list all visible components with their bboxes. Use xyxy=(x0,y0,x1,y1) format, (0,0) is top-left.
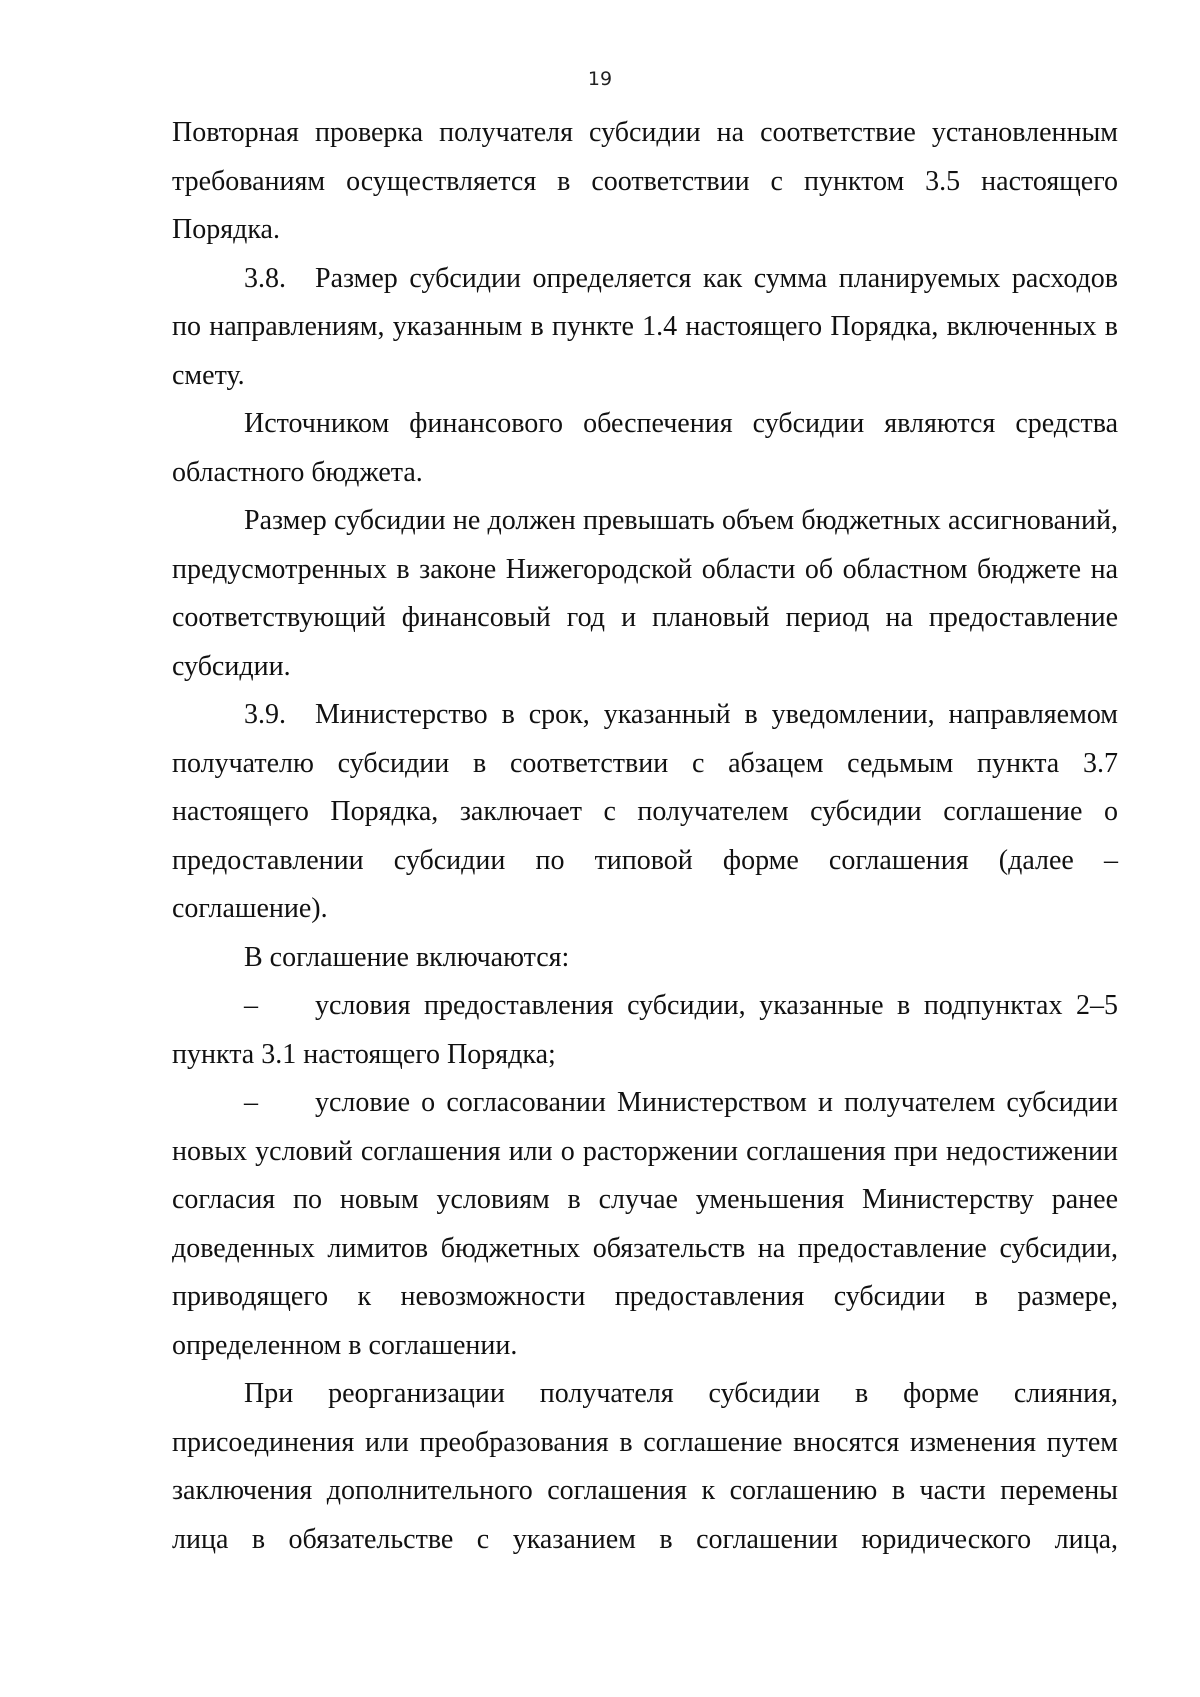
paragraph-recheck: Повторная проверка получателя субсидии на соответствие установленным требованиям осуществляется в соответствии с пунктом 3.5 настоящего Порядка. xyxy=(172,117,1118,245)
paragraph-subsidy-limit: Размер субсидии не должен превышать объем бюджетных ассигнований, предусмотренных в законе Нижегородской области об областном бюджете на соответствующий финансовый год и плановый период на предоставление субсидии. xyxy=(172,505,1118,682)
clause-text: Министерство в срок, указанный в уведомлении, направляемом получателю субсидии в соответствии с абзацем седьмым пункта 3.7 настоящего Порядка, заключает с получателем субсидии соглашение о предоставлении субсидии по типовой форме соглашения (далее – соглашение). xyxy=(172,699,1118,924)
clause-number: 3.9. xyxy=(244,699,286,730)
paragraph-agreement-includes: В соглашение включаются: xyxy=(244,941,570,973)
list-dash: – xyxy=(244,990,258,1021)
clause-number: 3.8. xyxy=(244,262,286,294)
list-item-text: условие о согласовании Министерством и получателем субсидии новых условий соглашения или о расторжении соглашения при недостижении согласия по новым условиям в случае уменьшения Министерству ранее доведенных лимитов бюджетных обязательств на предоставление субсидии, приводящего к невозможности предоставления субсидии в размере, определенном в соглашении. xyxy=(172,1087,1118,1361)
list-dash: – xyxy=(244,1087,258,1118)
clause-3-9 xyxy=(172,691,1118,934)
paragraph-reorganization: При реорганизации получателя субсидии в форме слияния, присоединения или преобразования в соглашение вносятся изменения путем заключения дополнительного соглашения к соглашению в части перемены лица в обязательстве с указанием в соглашении юридического лица, xyxy=(172,1378,1118,1555)
list-item xyxy=(172,1079,1118,1370)
page-number: 19 xyxy=(587,68,613,90)
list-item-text: условия предоставления субсидии, указанные в подпунктах 2–5 пункта 3.1 настоящего Порядка; xyxy=(172,990,1118,1070)
paragraph-funding-source: Источником финансового обеспечения субсидии являются средства областного бюджета. xyxy=(172,408,1118,488)
clause-text: Размер субсидии определяется как сумма планируемых расходов по направлениям, указанным в пункте 1.4 настоящего Порядка, включенных в смету. xyxy=(172,262,1118,391)
clause-3-8 xyxy=(172,255,1118,401)
list-item xyxy=(172,982,1118,1079)
document-body xyxy=(172,109,1118,1564)
